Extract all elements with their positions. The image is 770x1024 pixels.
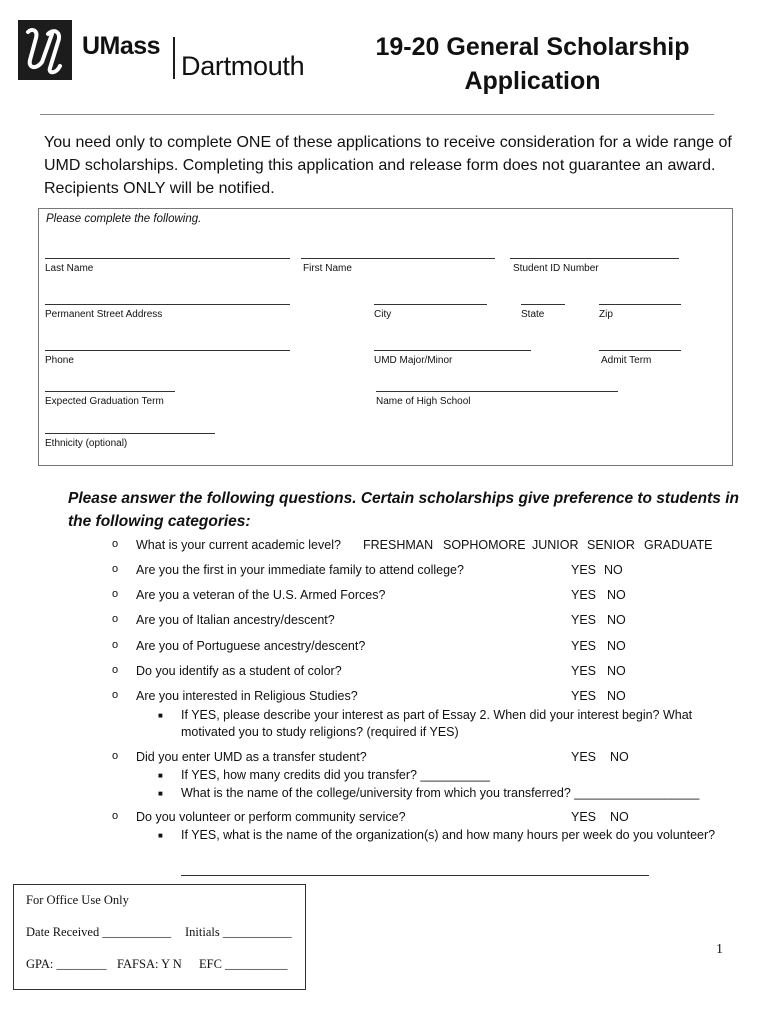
first-name-field[interactable] — [301, 258, 495, 274]
religious-sub-text-2: motivated you to study religions? (required if YES) — [181, 725, 459, 739]
question-text: Do you identify as a student of color? — [136, 664, 342, 678]
question-text: Are you of Portuguese ancestry/descent? — [136, 639, 366, 653]
question-text: Are you the first in your immediate family to attend college? — [136, 563, 464, 577]
state-label: State — [521, 309, 545, 320]
admit-term-label: Admit Term — [601, 355, 652, 366]
question-text: Did you enter UMD as a transfer student? — [136, 750, 367, 764]
level-option[interactable]: GRADUATE — [644, 538, 713, 552]
list-bullet: o — [112, 810, 119, 822]
level-option[interactable]: FRESHMAN — [363, 538, 434, 552]
transfer-school-text[interactable]: What is the name of the college/university from which you transferred? __________________ — [181, 786, 700, 800]
personal-info-box — [38, 208, 733, 466]
no-option[interactable]: NO — [607, 689, 626, 703]
yes-option[interactable]: YES — [571, 810, 597, 824]
header-rule — [40, 114, 714, 115]
high-school-label: Name of High School — [376, 396, 471, 407]
last-name-field[interactable] — [45, 258, 290, 274]
zip-field[interactable] — [599, 304, 681, 320]
brand-divider — [173, 37, 175, 79]
phone-field[interactable] — [45, 350, 290, 366]
no-option[interactable]: NO — [610, 750, 629, 764]
info-box-heading: Please complete the following. — [46, 213, 202, 225]
transfer-credits-text[interactable]: If YES, how many credits did you transfer? __________ — [181, 768, 490, 782]
list-bullet: o — [112, 639, 119, 651]
gpa-field: GPA: ________ — [26, 957, 107, 971]
sub-bullet: ■ — [158, 831, 163, 840]
first-name-label: First Name — [303, 263, 352, 274]
level-option[interactable]: JUNIOR — [532, 538, 579, 552]
volunteer-answer-line[interactable] — [181, 875, 649, 876]
street-field[interactable] — [45, 304, 290, 320]
ethnicity-field[interactable] — [45, 433, 215, 449]
street-label: Permanent Street Address — [45, 309, 163, 320]
high-school-field[interactable] — [376, 391, 618, 407]
list-bullet: o — [112, 538, 119, 550]
last-name-label: Last Name — [45, 263, 94, 274]
question-text: Are you of Italian ancestry/descent? — [136, 613, 335, 627]
list-bullet: o — [112, 689, 119, 701]
efc-field: EFC __________ — [199, 957, 288, 971]
state-field[interactable] — [521, 304, 565, 320]
intro-paragraph: You need only to complete ONE of these applications to receive consideration for a wide range of UMD scholarships. Completing this application and release form does not guarantee an award. Recipients ONLY will be notified. — [44, 134, 732, 197]
yes-option[interactable]: YES — [571, 639, 597, 653]
question-text: Are you interested in Religious Studies? — [136, 689, 358, 703]
list-bullet: o — [112, 613, 119, 625]
sub-bullet: ■ — [158, 789, 163, 798]
umass-logo-mark — [18, 20, 72, 80]
list-bullet: o — [112, 750, 119, 762]
title-line-1: 19-20 General Scholarship — [375, 33, 690, 61]
city-field[interactable] — [374, 304, 487, 320]
city-label: City — [374, 309, 392, 320]
question-text: Do you volunteer or perform community service? — [136, 810, 406, 824]
grad-term-label: Expected Graduation Term — [45, 396, 164, 407]
zip-label: Zip — [599, 309, 613, 320]
ethnicity-label: Ethnicity (optional) — [45, 438, 128, 449]
grad-term-field[interactable] — [45, 391, 175, 407]
no-option[interactable]: NO — [607, 664, 626, 678]
yes-option[interactable]: YES — [571, 613, 597, 627]
brand-umass: UMass — [82, 32, 161, 60]
office-use-box — [13, 884, 306, 990]
yes-option[interactable]: YES — [571, 664, 597, 678]
no-option[interactable]: NO — [610, 810, 629, 824]
question-text: What is your current academic level? — [136, 538, 341, 552]
yes-option[interactable]: YES — [571, 689, 597, 703]
volunteer-sub-text: If YES, what is the name of the organization(s) and how many hours per week do you volunteer? — [181, 828, 716, 842]
student-id-field[interactable] — [510, 258, 679, 274]
religious-sub-text-1: If YES, please describe your interest as part of Essay 2. When did your interest begin? What — [181, 708, 693, 722]
page-title — [360, 30, 705, 98]
no-option[interactable]: NO — [607, 613, 626, 627]
yes-option[interactable]: YES — [571, 588, 597, 602]
yes-option[interactable]: YES — [571, 750, 597, 764]
phone-label: Phone — [45, 355, 74, 366]
fafsa-field: FAFSA: Y N — [117, 957, 182, 971]
initials-field: Initials ___________ — [185, 925, 292, 939]
list-bullet: o — [112, 563, 119, 575]
page-number: 1 — [716, 942, 723, 957]
major-field[interactable] — [374, 350, 531, 366]
list-bullet: o — [112, 664, 119, 676]
no-option[interactable]: NO — [604, 563, 623, 577]
student-id-label: Student ID Number — [513, 263, 599, 274]
list-bullet: o — [112, 588, 119, 600]
yes-option[interactable]: YES — [571, 563, 597, 577]
questions-heading: Please answer the following questions. Certain scholarships give preference to students in the following categories: — [68, 490, 739, 530]
date-received-field: Date Received ___________ — [26, 925, 172, 939]
office-title: For Office Use Only — [26, 893, 129, 907]
question-text: Are you a veteran of the U.S. Armed Forces? — [136, 588, 386, 602]
no-option[interactable]: NO — [607, 639, 626, 653]
level-option[interactable]: SENIOR — [587, 538, 635, 552]
admit-term-field[interactable] — [599, 350, 681, 366]
title-line-2: Application — [464, 67, 601, 95]
brand-dartmouth: Dartmouth — [181, 51, 305, 81]
level-option[interactable]: SOPHOMORE — [443, 538, 526, 552]
no-option[interactable]: NO — [607, 588, 626, 602]
sub-bullet: ■ — [158, 771, 163, 780]
major-label: UMD Major/Minor — [374, 355, 453, 366]
sub-bullet: ■ — [158, 711, 163, 720]
